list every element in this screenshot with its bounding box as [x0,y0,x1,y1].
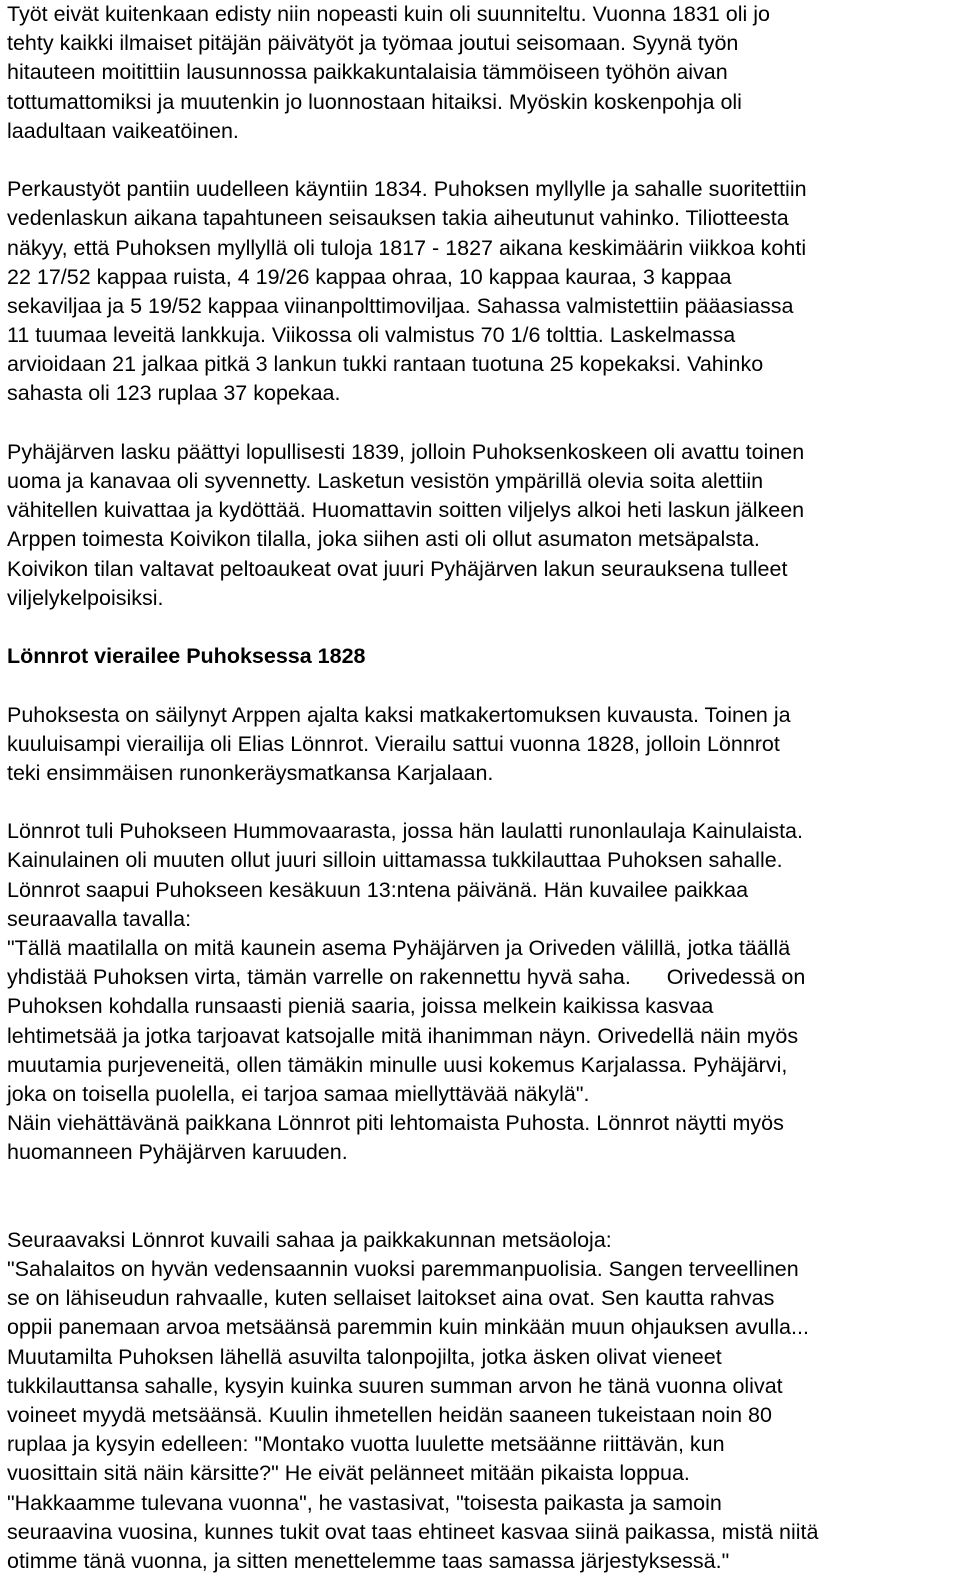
text-line: joka on toisella puolella, ei tarjoa samaa miellyttävää näkylä". [7,1081,590,1106]
paragraph-gap [7,613,957,642]
text-line: tehty kaikki ilmaiset pitäjän päivätyöt ja työmaa joutui seisomaan. Syynä työn [7,31,739,56]
text-line: uoma ja kanavaa oli syvennetty. Lasketun vesistön ympärillä olevia soita alettiin [7,469,764,493]
paragraph-gap [7,788,957,817]
paragraph [7,817,957,1167]
text-line: "Hakkaamme tulevana vuonna", he vastasivat, "toisesta paikasta ja samoin [7,1490,722,1515]
text-line: 22 17/52 kappaa ruista, 4 19/26 kappaa ohraa, 10 kappaa kauraa, 3 kappaa [7,264,732,289]
text-line: se on lähiseudun rahvaalle, kuten sellaiset laitokset aina ovat. Sen kautta rahvas [7,1286,775,1311]
paragraph-gap [7,146,957,175]
text-line: Muutamilta Puhoksen lähellä asuvilta talonpojilta, jotka äsken olivat vieneet [7,1344,722,1369]
text-line: Perkaustyöt pantiin uudelleen käyntiin 1834. Puhoksen myllylle ja sahalle suoritettiin [7,177,807,202]
document-page [7,0,957,1576]
paragraph [7,1226,957,1576]
paragraph [7,0,957,146]
text-line: voineet myydä metsäänsä. Kuulin ihmetellen heidän saaneen tukeistaan noin 80 [7,1403,772,1428]
text-line: hitauteen moitittiin lausunnossa paikkakuntalaisia tämmöiseen työhön aivan [7,60,728,85]
text-line: Seuraavaksi Lönnrot kuvaili sahaa ja paikkakunnan metsäoloja: [7,1227,612,1252]
text-line: seuraavalla tavalla: [7,906,192,931]
text-line: näkyy, että Puhoksen myllyllä oli tuloja 1817 - 1827 aikana keskimäärin viikkoa kohti [7,235,807,260]
text-line: Työt eivät kuitenkaan edisty niin nopeasti kuin oli suunniteltu. Vuonna 1831 oli jo [7,2,770,26]
text-line: sahasta oli 123 ruplaa 37 kopekaa. [7,381,341,406]
text-line: Lönnrot saapui Puhokseen kesäkuun 13:ntena päivänä. Hän kuvailee paikkaa [7,877,749,902]
section-heading: Lönnrot vierailee Puhoksessa 1828 [7,644,366,669]
text-line: Kainulainen oli muuten ollut juuri silloin uittamassa tukkilauttaa Puhoksen sahalle. [7,848,783,873]
text-line: sekaviljaa ja 5 19/52 kappaa viinanpolttimoviljaa. Sahassa valmistettiin pääasiassa [7,293,794,318]
paragraph [7,701,957,789]
paragraph-gap [7,409,957,438]
text-line: laadultaan vaikeatöinen. [7,118,239,143]
text-line: Puhoksen kohdalla runsaasti pieniä saaria, joissa melkein kaikissa kasvaa [7,994,714,1019]
text-line: teki ensimmäisen runonkeräysmatkansa Karjalaan. [7,760,494,785]
paragraph [7,438,957,613]
text-line: 11 tuumaa leveitä lankkuja. Viikossa oli valmistus 70 1/6 tolttia. Laskelmassa [7,323,736,348]
text-line: Pyhäjärven lasku päättyi lopullisesti 1839, jolloin Puhoksenkoskeen oli avattu toinen [7,439,805,464]
text-line: oppii panemaan arvoa metsäänsä paremmin kuin minkään muun ohjauksen avulla... [7,1315,809,1340]
text-line: "Tällä maatilalla on mitä kaunein asema Pyhäjärven ja Oriveden välillä, jotka täällä [7,936,791,960]
paragraph-gap [7,1168,957,1226]
text-line: tukkilauttansa sahalle, kysyin kuinka suuren summan arvon he tänä vuonna olivat [7,1373,783,1398]
text-line: huomanneen Pyhäjärven karuuden. [7,1140,348,1165]
paragraph-gap [7,671,957,700]
text-line: lehtimetsää ja jotka tarjoavat katsojalle mitä ihanimman näyn. Orivedellä näin myös [7,1023,799,1048]
paragraph [7,175,957,409]
text-line: Puhoksesta on säilynyt Arppen ajalta kaksi matkakertomuksen kuvausta. Toinen ja [7,702,791,727]
text-line: viljelykelpoisiksi. [7,585,164,610]
text-line: vedenlaskun aikana tapahtuneen seisauksen takia aiheutunut vahinko. Tiliotteesta [7,206,789,231]
text-line: kuuluisampi vierailija oli Elias Lönnrot. Vierailu sattui vuonna 1828, jolloin Lönnrot [7,731,780,756]
text-line: vähitellen kuivattaa ja kydöttää. Huomattavin soitten viljelys alkoi heti laskun jälkeen [7,498,805,523]
text-line: muutamia purjeveneitä, ollen tämäkin minulle uusi kokemus Karjalassa. Pyhäjärvi, [7,1052,788,1077]
text-line: Lönnrot tuli Puhokseen Hummovaarasta, jossa hän laulatti runonlaulaja Kainulaista. [7,819,803,844]
text-line: seuraavina vuosina, kunnes tukit ovat taas ehtineet kasvaa siinä paikassa, mistä niitä [7,1519,819,1544]
text-line: Koivikon tilan valtavat peltoaukeat ovat juuri Pyhäjärven lakun seurauksena tulleet [7,556,788,581]
text-line: yhdistää Puhoksen virta, tämän varrelle on rakennettu hyvä saha. Orivedessä on [7,965,806,990]
text-line: Arppen toimesta Koivikon tilalla, joka siihen asti oli ollut asumaton metsäpalsta. [7,527,760,552]
text-line: otimme tänä vuonna, ja sitten menettelemme taas samassa järjestyksessä." [7,1548,730,1573]
text-line: tottumattomiksi ja muutenkin jo luonnostaan hitaiksi. Myöskin koskenpohja oli [7,89,742,114]
text-line: arvioidaan 21 jalkaa pitkä 3 lankun tukki rantaan tuotuna 25 kopekaksi. Vahinko [7,352,764,377]
text-line: Näin viehättävänä paikkana Lönnrot piti lehtomaista Puhosta. Lönnrot näytti myös [7,1111,784,1136]
text-line: vuosittain sitä näin kärsitte?" He eivät pelänneet mitään pikaista loppua. [7,1461,690,1486]
text-line: "Sahalaitos on hyvän vedensaannin vuoksi paremmanpuolisia. Sangen terveellinen [7,1257,799,1282]
text-line: ruplaa ja kysyin edelleen: "Montako vuotta luulette metsäänne riittävän, kun [7,1432,725,1457]
